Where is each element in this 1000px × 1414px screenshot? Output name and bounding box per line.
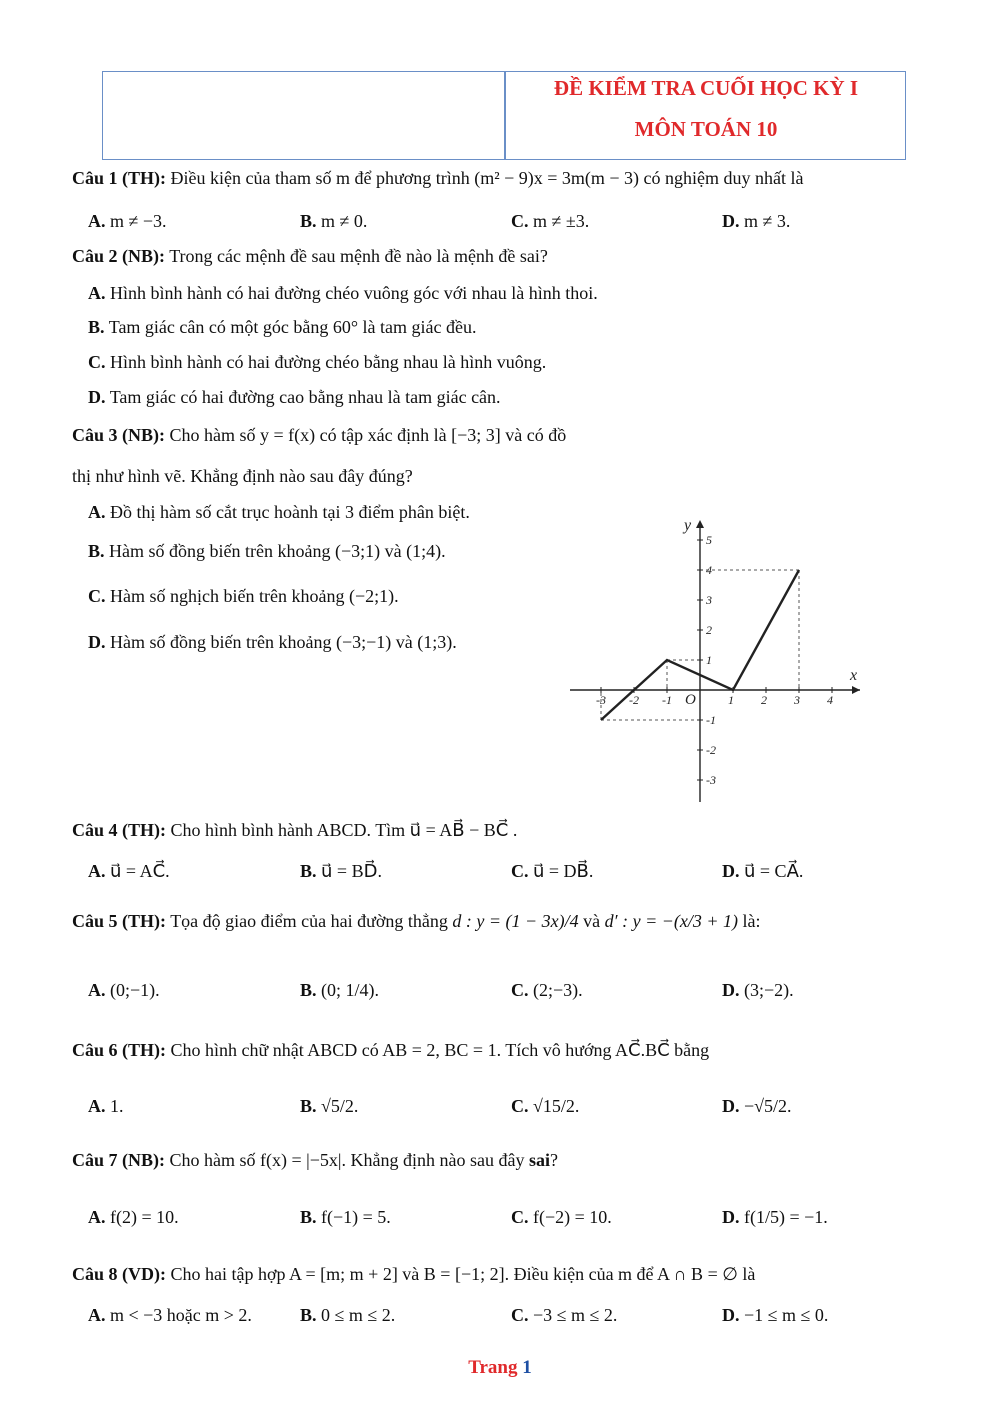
q7-option-d[interactable]: D. f(1/5) = −1. [722, 1207, 828, 1227]
y-tick-label: -2 [706, 743, 716, 757]
question-4 [72, 820, 517, 841]
q6-option-c[interactable]: C. √15/2. [511, 1096, 580, 1116]
question-text: Cho hàm số f(x) = |−5x|. Khẳng định nào sau đây [169, 1150, 525, 1170]
question-label: Câu 6 (TH): [72, 1040, 166, 1060]
y-tick-label: 2 [706, 623, 712, 637]
q1-option-b[interactable]: B. m ≠ 0. [300, 211, 368, 231]
question-1 [72, 168, 804, 189]
y-tick-label: 3 [706, 593, 712, 607]
x-tick-label: -3 [596, 693, 606, 707]
exam-title: ĐỀ KIỂM TRA CUỐI HỌC KỲ I [553, 76, 859, 100]
q3-option-c[interactable]: C. Hàm số nghịch biến trên khoảng (−2;1). [88, 586, 399, 606]
q4-option-d[interactable]: D. u⃗ = CA⃗. [722, 861, 804, 881]
exam-subject: MÔN TOÁN 10 [634, 117, 778, 141]
question-6 [72, 1040, 709, 1061]
y-axis-arrow [696, 520, 704, 528]
q4-option-c[interactable]: C. u⃗ = DB⃗. [511, 861, 594, 881]
question-label: Câu 8 (VD): [72, 1264, 166, 1284]
question-text: Trong các mệnh đề sau mệnh đề nào là mệnh đề sai? [169, 246, 548, 266]
y-tick-label: 5 [706, 533, 712, 547]
q5-option-a[interactable]: A. (0;−1). [88, 980, 160, 1000]
x-tick-label: -2 [629, 693, 639, 707]
question-text: Cho hình chữ nhật ABCD có AB = 2, BC = 1. Tích vô hướng AC⃗.BC⃗ bằng [170, 1040, 710, 1060]
q8-option-b[interactable]: B. 0 ≤ m ≤ 2. [300, 1305, 396, 1325]
y-tick-label: -1 [706, 713, 716, 727]
q6-option-b[interactable]: B. √5/2. [300, 1096, 359, 1116]
q5-option-b[interactable]: B. (0; 1/4). [300, 980, 380, 1000]
q5-option-c[interactable]: C. (2;−3). [511, 980, 583, 1000]
q4-option-b[interactable]: B. u⃗ = BD⃗. [300, 861, 382, 881]
q7-option-a[interactable]: A. f(2) = 10. [88, 1207, 179, 1227]
equation-d: d : y = (1 − 3x)/4 [452, 911, 579, 931]
question-label: Câu 5 (TH): [72, 911, 166, 931]
y-axis-label: y [684, 517, 692, 534]
question-text: Điều kiện của tham số m để phương trình (m² − 9)x = 3m(m − 3) có nghiệm duy nhất là [170, 168, 804, 188]
question-text: Tọa độ giao điểm của hai đường thẳng [170, 911, 448, 931]
question-text-continued: thị như hình vẽ. Khẳng định nào sau đây đúng? [72, 466, 413, 486]
q1-option-d[interactable]: D. m ≠ 3. [722, 211, 791, 231]
page-footer [0, 1357, 1000, 1379]
page-number: 1 [522, 1357, 532, 1378]
q6-option-a[interactable]: A. 1. [88, 1096, 124, 1116]
question-5: Câu 5 (TH): Tọa độ giao điểm của hai đường thẳng d : y = (1 − 3x)/4 và d′ : y = −(x/3 + 1) là: [72, 911, 761, 931]
x-axis-arrow [852, 686, 860, 694]
q2-option-d[interactable]: D. Tam giác có hai đường cao bằng nhau là tam giác cân. [88, 387, 501, 407]
y-tick-label: 1 [706, 653, 712, 667]
q3-option-d[interactable]: D. Hàm số đồng biến trên khoảng (−3;−1) và (1;3). [88, 632, 457, 652]
q3-option-b[interactable]: B. Hàm số đồng biến trên khoảng (−3;1) và (1;4). [88, 541, 446, 561]
question-label: Câu 4 (TH): [72, 820, 166, 840]
x-tick-label: 3 [794, 693, 800, 707]
question-text: Cho hình bình hành ABCD. Tìm u⃗ = AB⃗ − BC⃗ . [170, 820, 518, 840]
question-7: Câu 7 (NB): Cho hàm số f(x) = |−5x|. Khẳng định nào sau đây sai? [72, 1150, 558, 1170]
x-tick-label: -1 [662, 693, 672, 707]
q8-option-c[interactable]: C. −3 ≤ m ≤ 2. [511, 1305, 618, 1325]
q1-option-c[interactable]: C. m ≠ ±3. [511, 211, 590, 231]
y-tick-label: -3 [706, 773, 716, 787]
q1-option-a[interactable]: A. m ≠ −3. [88, 211, 167, 231]
question-text: Cho hàm số y = f(x) có tập xác định là [−3; 3] và có đồ [169, 425, 567, 445]
emphasis: sai [528, 1150, 550, 1170]
q2-option-a[interactable]: A. Hình bình hành có hai đường chéo vuông góc với nhau là hình thoi. [88, 283, 598, 303]
q8-option-d[interactable]: D. −1 ≤ m ≤ 0. [722, 1305, 829, 1325]
q3-option-a[interactable]: A. Đồ thị hàm số cắt trục hoành tại 3 điểm phân biệt. [88, 502, 470, 522]
x-tick-label: 4 [827, 693, 833, 707]
q4-option-a[interactable]: A. u⃗ = AC⃗. [88, 861, 170, 881]
equation-d-prime: d′ : y = −(x/3 + 1) [604, 911, 738, 931]
question-label: Câu 7 (NB): [72, 1150, 165, 1170]
x-tick-label: 2 [761, 693, 767, 707]
origin-label: O [685, 692, 696, 708]
q7-option-c[interactable]: C. f(−2) = 10. [511, 1207, 612, 1227]
q6-option-d[interactable]: D. −√5/2. [722, 1096, 792, 1116]
q7-option-b[interactable]: B. f(−1) = 5. [300, 1207, 391, 1227]
question-8 [72, 1264, 755, 1285]
q5-option-d[interactable]: D. (3;−2). [722, 980, 794, 1000]
question-label: Câu 2 (NB): [72, 246, 165, 266]
x-axis-label: x [850, 667, 858, 684]
question-label: Câu 3 (NB): [72, 425, 165, 445]
q2-option-b[interactable]: B. Tam giác cân có một góc bằng 60° là tam giác đều. [88, 317, 477, 337]
question-text: Cho hai tập hợp A = [m; m + 2] và B = [−1; 2]. Điều kiện của m để A ∩ B = ∅ là [170, 1264, 756, 1284]
x-tick-label: 1 [728, 693, 734, 707]
q2-option-c[interactable]: C. Hình bình hành có hai đường chéo bằng nhau là hình vuông. [88, 352, 547, 372]
y-tick-label: 4 [706, 563, 712, 577]
question-label: Câu 1 (TH): [72, 168, 166, 188]
q8-option-a[interactable]: A. m < −3 hoặc m > 2. [88, 1305, 252, 1325]
function-graph [560, 510, 880, 810]
page-label: Trang [468, 1357, 518, 1378]
question-2 [72, 246, 548, 267]
question-3 [72, 425, 566, 446]
